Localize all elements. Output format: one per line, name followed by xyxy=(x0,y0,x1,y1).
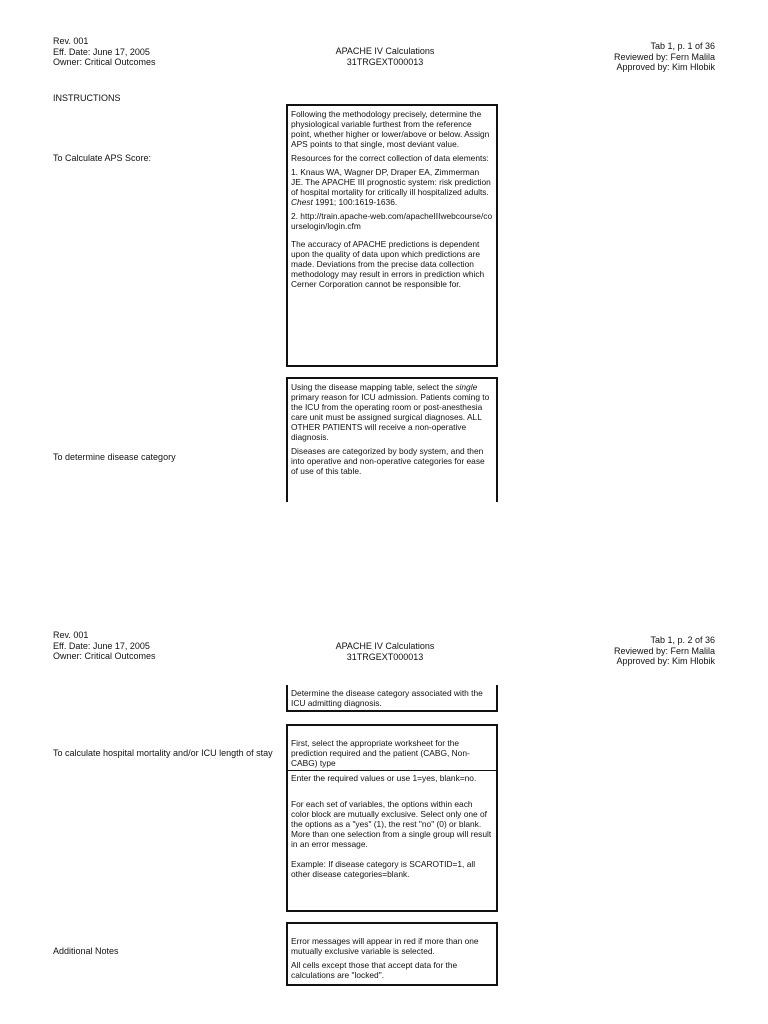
disease-categorization-text: Diseases are categorized by body system, and then into operative and non-operative categories for ease of use of this table. xyxy=(291,446,485,476)
owner-text: Owner: Critical Outcomes xyxy=(53,651,156,661)
rev-text: Rev. 001 xyxy=(53,630,89,640)
doc-id: 31TRGEXT000013 xyxy=(346,651,424,662)
tab-page-text: Tab 1, p. 2 of 36 xyxy=(650,635,715,645)
reference-1-authors: 1. Knaus WA, Wagner DP, Draper EA, Zimmerman JE. The APACHE III prognostic system: risk prediction of hospital mortality for critically ill hospitalized adults. xyxy=(291,167,491,197)
additional-notes-label: Additional Notes xyxy=(53,946,119,956)
disease-text-pre: Using the disease mapping table, select the xyxy=(291,382,456,392)
rev-text: Rev. 001 xyxy=(53,36,89,46)
disease-text-post: primary reason for ICU admission. Patients coming to the ICU from the operating room or post-anesthesia care unit must be assigned surgical diagnoses. ALL OTHER PATIENTS will receive a non-operative diagnosis. xyxy=(291,392,490,442)
disease-mapping-text xyxy=(291,382,493,442)
example-text: Example: If disease category is SCAROTID=1, all other disease categories=blank. xyxy=(291,859,476,879)
approved-by-text: Approved by: Kim Hlobik xyxy=(616,62,715,72)
page2-header-center xyxy=(300,641,470,662)
page1-header-left xyxy=(53,36,156,68)
mortality-los-label: To calculate hospital mortality and/or ICU length of stay xyxy=(53,748,273,758)
owner-text: Owner: Critical Outcomes xyxy=(53,57,156,67)
approved-by-text: Approved by: Kim Hlobik xyxy=(616,656,715,666)
doc-title: APACHE IV Calculations xyxy=(335,641,435,651)
aps-reference-1 xyxy=(291,167,493,207)
error-messages-text: Error messages will appear in red if more than one mutually exclusive variable is selected. xyxy=(291,936,479,956)
page1-header-right xyxy=(614,41,715,73)
reference-1-citation: 1991; 100:1619-1636. xyxy=(312,197,398,207)
tab-page-text: Tab 1, p. 1 of 36 xyxy=(650,41,715,51)
reviewed-by-text: Reviewed by: Fern Malila xyxy=(613,645,715,656)
mortality-instructions-box xyxy=(286,724,498,912)
eff-date-text: Eff. Date: June 17, 2005 xyxy=(53,46,150,57)
disease-category-label: To determine disease category xyxy=(53,452,176,462)
reference-1-journal: Chest xyxy=(291,197,313,207)
mutually-exclusive-text: For each set of variables, the options within each color block are mutually exclusive. Select only one of the options as a "yes" (1), the rest "no" (0) or blank. More than one selection from a single group will result in an error message. xyxy=(291,799,492,849)
disease-text-emphasis: single xyxy=(455,382,478,392)
value-entry-text: Enter the required values or use 1=yes, blank=no. xyxy=(291,773,477,783)
aps-resources-text: Resources for the correct collection of data elements: xyxy=(291,153,489,163)
aps-methodology-text: Following the methodology precisely, determine the physiological variable furthest from the reference point, whether higher or lower/above or below. Assign APS points to that single, most deviant value. xyxy=(291,109,490,149)
eff-date-text: Eff. Date: June 17, 2005 xyxy=(53,640,150,651)
disease-association-text: Determine the disease category associated with the ICU admitting diagnosis. xyxy=(291,688,483,708)
aps-instructions-box xyxy=(286,104,498,367)
aps-reference-2: 2. http://train.apache-web.com/apacheIIIwebcourse/courselogin/login.cfm xyxy=(291,211,493,231)
doc-id: 31TRGEXT000013 xyxy=(346,56,424,67)
additional-notes-box xyxy=(286,922,498,986)
aps-score-label: To Calculate APS Score: xyxy=(53,153,152,163)
locked-cells-text: All cells except those that accept data for the calculations are "locked". xyxy=(291,960,458,980)
page2-header-right xyxy=(614,635,715,667)
page1-header-center xyxy=(300,46,470,67)
reviewed-by-text: Reviewed by: Fern Malila xyxy=(613,51,715,62)
box-divider xyxy=(288,770,496,771)
aps-accuracy-note: The accuracy of APACHE predictions is dependent upon the quality of data upon which predictions are made. Deviations from the precise data collection methodology may result in errors in prediction which Cerner Corporation cannot be responsible for. xyxy=(291,239,485,289)
page2-header-left xyxy=(53,630,156,662)
instructions-heading: INSTRUCTIONS xyxy=(53,93,121,103)
doc-title: APACHE IV Calculations xyxy=(335,46,435,56)
disease-category-box-continued xyxy=(286,685,498,712)
worksheet-selection-text: First, select the appropriate worksheet for the prediction required and the patient (CABG, Non-CABG) type xyxy=(291,738,470,768)
disease-category-box xyxy=(286,377,498,502)
